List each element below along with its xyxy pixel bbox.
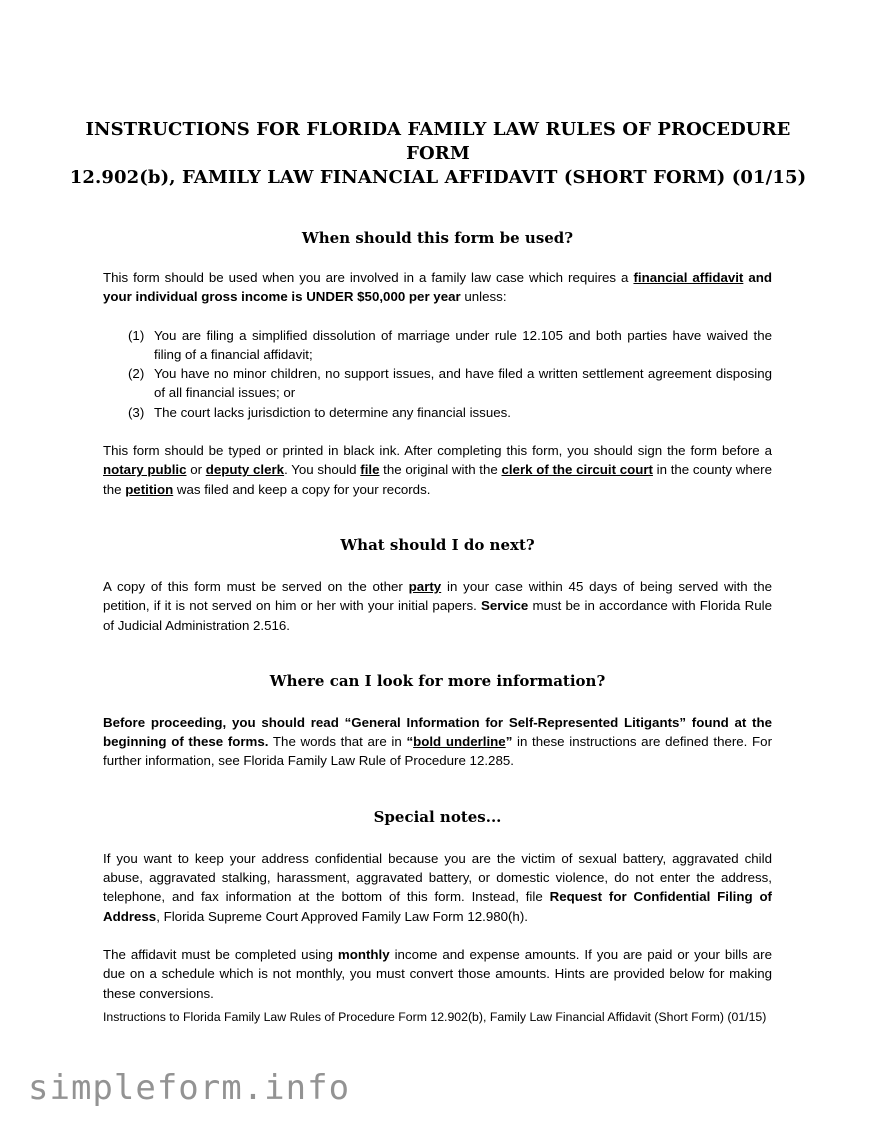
term-clerk-circuit-court: clerk of the circuit court xyxy=(501,462,653,478)
term-notary-public: notary public xyxy=(103,462,187,478)
paragraph-next-steps: A copy of this form must be served on the other party in your case within 45 days of being served with the petition, if it is not served on him or her with your initial papers. Service must be in accordance with Florida Rule of Judicial Administration 2.516. xyxy=(103,578,772,633)
condition-item-3: (3) The court lacks jurisdiction to determine any financial issues. xyxy=(128,404,511,420)
term-service: Service xyxy=(480,598,529,614)
section-heading-next-steps: What should I do next? xyxy=(340,535,535,554)
condition-item-2: (2) You have no minor children, no support issues, and have filed a written settlement agreement disposing of all financial issues; or xyxy=(128,366,772,401)
term-request-confidential-filing: Request for Confidential Filing of Address xyxy=(103,889,772,924)
term-party: party xyxy=(408,578,442,594)
condition-item-1: (1) You are filing a simplified dissolution of marriage under rule 12.105 and both parties have waived the filing of a financial affidavit; xyxy=(128,327,772,362)
paragraph-confidential-address: If you want to keep your address confidential because you are the victim of sexual battery, aggravated child abuse, aggravated stalking, harassment, aggravated battery, or domestic violence, do not enter the address, telephone, and fax information at the bottom of this form. Instead, file Request for Confidential Filing of Address, Florida Supreme Court Approved Family Law Form 12.980(h). xyxy=(103,850,772,924)
term-petition: petition xyxy=(125,481,174,497)
term-bold-underline: bold underline xyxy=(413,734,506,750)
title-line-2: 12.902(b), FAMILY LAW FINANCIAL AFFIDAVIT (SHORT FORM) (01/15) xyxy=(69,167,807,188)
title-line-1: INSTRUCTIONS FOR FLORIDA FAMILY LAW RULES OF PROCEDURE FORM xyxy=(85,119,791,164)
page-footer: Instructions to Florida Family Law Rules of Procedure Form 12.902(b), Family Law Financial Affidavit (Short Form) (01/15) xyxy=(103,1009,767,1024)
term-financial-affidavit: financial affidavit xyxy=(633,270,744,285)
term-monthly: monthly xyxy=(337,946,390,962)
section-heading-special-notes: Special notes... xyxy=(373,807,502,826)
document-page xyxy=(69,118,807,1026)
conditions-list xyxy=(103,326,772,422)
section-heading-more-info: Where can I look for more information? xyxy=(269,671,606,690)
watermark-text: simpleform.info xyxy=(28,1068,351,1108)
paragraph-more-info: Before proceeding, you should read “General Information for Self-Represented Litigants” found at the beginning of these forms. The words that are in “bold underline” in these instructions are defined there. For further information, see Florida Family Law Rule of Procedure 12.285. xyxy=(103,714,772,769)
paragraph-monthly-amounts: The affidavit must be completed using monthly income and expense amounts. If you are paid or your bills are due on a schedule which is not monthly, you must convert those amounts. Hints are provided below for making these conversions. xyxy=(103,946,772,1001)
document-title xyxy=(58,118,818,190)
section-heading-when-used: When should this form be used? xyxy=(301,229,574,247)
term-file: file xyxy=(360,462,380,478)
paragraph-filing: This form should be typed or printed in black ink. After completing this form, you should sign the form before a notary public or deputy clerk. You should file the original with the clerk of the circuit court in the county where the petition was filed and keep a copy for your records. xyxy=(103,443,772,497)
term-deputy-clerk: deputy clerk xyxy=(205,462,285,478)
paragraph-when-used: This form should be used when you are involved in a family law case which requires a financial affidavit and your individual gross income is UNDER $50,000 per year unless: xyxy=(103,270,772,305)
